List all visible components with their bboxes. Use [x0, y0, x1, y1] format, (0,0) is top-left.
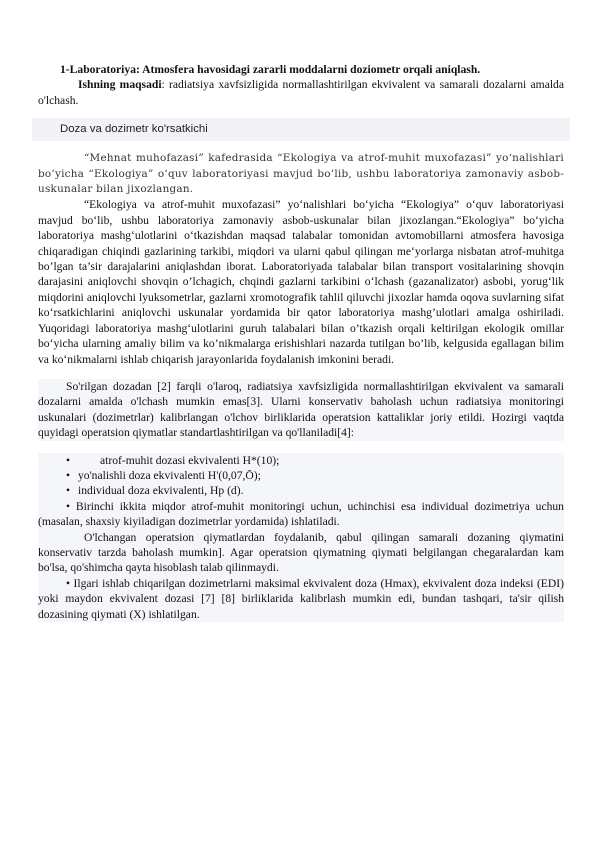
list-item: • individual doza ekvivalenti, Hp (d). — [66, 484, 244, 498]
bullet-icon: • — [66, 468, 71, 482]
bullet-icon: • — [66, 576, 71, 590]
section-heading: Doza va dozimetr ko'rsatkichi — [60, 123, 208, 136]
bullet-icon: • — [66, 484, 71, 498]
ecology-paragraph: “Ekologiya va atrof-muhit muxofazasi” yo‘nalishlari bo‘yicha “Ekologiya” o‘quv laboratoriyasi mavjud bo‘lib, ushbu laboratoriya zamonaviy asbob-uskunalar bilan jixozlangan.“Ekologiya” bo‘yicha laboratoriya mashg‘ulotlarini o‘tkazishdan maqsad talabalar tomonidan avtomobillarni atmosfera havosiga chiqaradigan chiqindi gazlarining tarkibi, miqdori va ularni qabul qilingan me‘yorlarga nisbatan atrof-muhitga bo’lgan ta’sir darajalarini aniqlashdan iborat. Laboratoriyada talabalar bilan transport vositalarining shovqin darajasini aniqlovchi shovqin o’lchagich, chqindi gazlarni tarkibini o‘lchash (gazanalizator) asbobi, yorug‘lik miqdorini aniqlovchi lyuksometrlar, gazlarni xromotografik tahlil qiluvchi jixozlar hamda oqova suvlarning sifat ko‘rsatkichlarini aniqlovchi uskunalar yordamida bir qator laboratoriya mashg’ulotlari amalga oshiriladi. Yuqoridagi laboratoriya mashg‘ulotlarini guruh talabalari bilan o’tkazish orqali keltirilgan ekologik omillar bo‘yicha ularning amaliy bilim va ko’nikmalarga erishishlari nazarda tutilgan bo’lib, kelgusida egallagan bilim va ko‘nikmalarni ishlab chiqarish jarayonlarida foydalanish imkonini beradi. — [38, 198, 564, 366]
list-item: • Birinchi ikkita miqdor atrof-muhit monitoringi uchun, uchinchisi esa individual dozimetriya uchun (masalan, shaxsiy kiyiladigan dozimetrlar yordamida) ishlatiladi. — [38, 499, 564, 529]
intro-paragraph: “Mehnat muhofazasi” kafedrasida “Ekologiya va atrof-muhit muxofazasi” yo‘nalishlari bo‘yicha “Ekologiya” o‘quv laboratoriyasi mavjud bo‘lib, ushbu laboratoriya zamonaviy asbob-uskunalar bilan jixozlangan. — [38, 152, 564, 196]
operational-quantities-list — [38, 453, 564, 622]
operational-values-paragraph: O'lchangan operatsion qiymatlardan foydalanib, qabul qilingan samarali dozaning qiymatini konservativ tarzda baholash mumkin]. Agar operatsion qiymatning qiymati belgilangan chegaralardan kam bo'lsa, qo'shimcha qayta hisoblash talab qilinmaydi. — [38, 530, 564, 575]
dose-paragraph: So'rilgan dozadan [2] farqli o'laroq, radiatsiya xavfsizligida normallashtirilgan ekvivalent va samarali dozalarni amalda o'lchash mumkin emas[3]. Ularni konservativ baholash uchun radiatsiya monitoringi uskunalari (dozimetrlar) kalibrlangan o'lchov birliklarida operatsion kattaliklar joriy etildi. Hozirgi vaqtda quyidagi operatsion qiymatlar standartlashtirilgan va qo'llaniladi[4]: — [38, 379, 564, 440]
section-heading-band — [32, 118, 570, 141]
lab-title: 1-Laboratoriya: Atmosfera havosidagi zararli moddalarni doziometr orqali aniqlash. — [60, 63, 481, 76]
purpose-paragraph — [38, 77, 564, 108]
purpose-label: Ishning maqsadi — [78, 78, 162, 92]
bullet-icon: • — [66, 453, 71, 467]
document-body — [38, 62, 564, 622]
list-item: • yo'nalishli doza ekvivalenti H'(0,07,Ō); — [66, 468, 261, 482]
purpose-text: : radiatsiya xavfsizligida normallashtirilgan ekvivalent va samarali dozalarni amalda o'lchash. — [38, 78, 564, 107]
list-item: • atrof-muhit dozasi ekvivalenti H*(10); — [66, 453, 280, 467]
bullet-icon: • — [66, 499, 71, 513]
list-item: • Ilgari ishlab chiqarilgan dozimetrlarni maksimal ekvivalent doza (Hmax), ekvivalent doza indeksi (EDI) yoki maydon ekvivalent dozasi [7] [8] birliklarida kalibrlash mumkin edi, bundan tashqari, ta'sir qilish dozasining qiymati (X) ishlatilgan. — [38, 576, 564, 621]
